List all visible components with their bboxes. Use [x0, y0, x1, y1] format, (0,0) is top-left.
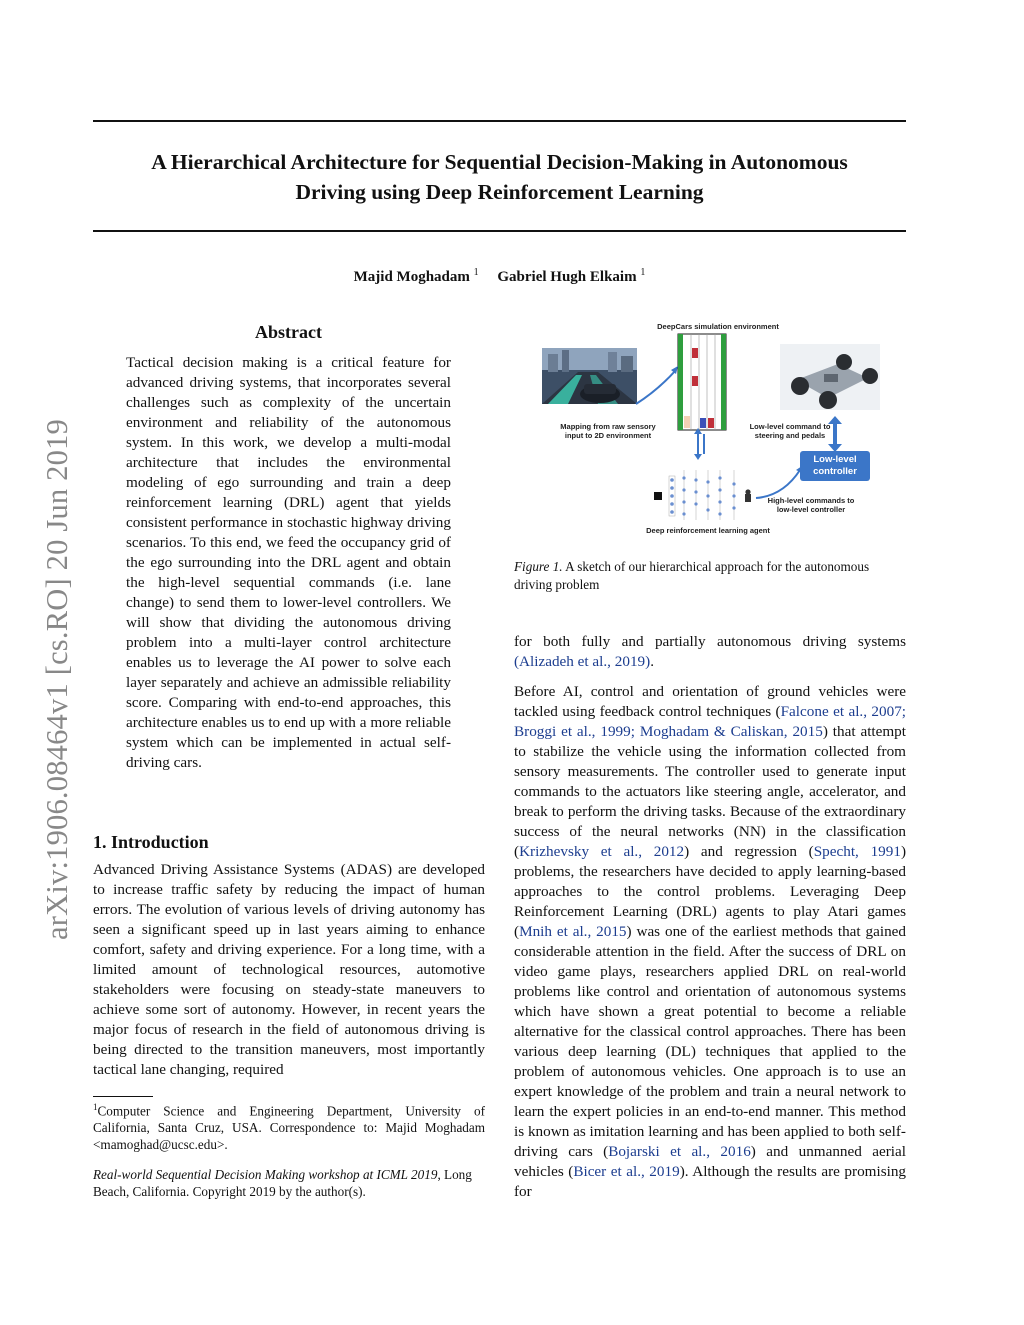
author-list: [93, 267, 906, 286]
arrow-sensor-to-grid: [636, 370, 676, 404]
caption-text: A sketch of our hierarchical approach for the autonomous driving problem: [514, 559, 870, 592]
right-paragraph-2: [514, 682, 906, 1202]
footnote-text: Computer Science and Engineering Department, University of California, Santa Cruz, USA. Correspondence to: Majid Moghadam <mamoghad@ucsc.edu>.: [93, 1103, 485, 1153]
body-text: ). Although the results are promising for: [514, 1163, 907, 1200]
citation-link[interactable]: Falcone et al., 2007; Broggi et al., 1999; Moghadam & Caliskan, 2015: [514, 703, 907, 740]
abstract-text: Tactical decision making is a critical feature for advanced driving systems, that incorporates several challenges such as complexity of the uncertain environment and reliability of the autonomous system. In this work, we develop a multi-modal architecture that includes the environmental modeling of ego surrounding and train a deep reinforcement learning (DRL) agent that yields consistent performance in stochastic highway driving scenarios. To this end, we feed the occupancy grid of the ego surrounding into the DRL agent and obtain the high-level sequential commands (i.e. lane change) to send them to lower-level controllers. We will show that dividing the autonomous driving problem into a multi-layer control architecture enables us to leverage the AI power to solve each layer separately and achieve an admissible reliability score. Comparing with end-to-end approaches, this architecture enables us to end up with a more reliable system which can be implemented in actual self-driving cars.: [126, 354, 451, 771]
body-text: ) that attempt to stabilize the vehicle using the information collected from sensory measurements. The controller used to generate input commands to the actuators like steering angle, accelerator, and break to perform the driving tasks. Because of the extraordinary success of the neural networks (NN) in the classification (: [514, 723, 907, 860]
right-column: [514, 632, 906, 1212]
footnote: [93, 1099, 485, 1153]
caption-label: Figure 1.: [514, 559, 563, 574]
citation-link[interactable]: Mnih et al., 2015: [519, 923, 627, 940]
intro-paragraph: Advanced Driving Assistance Systems (ADAS) are developed to increase traffic safety by reducing the impact of human errors. The evolution of various levels of driving autonomy has seen a significant speed up in last years aiming to enhance comfort, safety and driving experience. For a long time, with a limited amount of technological resources, automotive stakeholders were focusing on steady-state maneuvers to achieve some sort of autonomy. However, in recent years the major focus of research in the field of autonomous driving is being directed to the transition maneuvers, most importantly tactical lane changing, required: [93, 861, 485, 1078]
title-line-2: Driving using Deep Reinforcement Learning: [295, 180, 704, 204]
figure-left-label: Mapping from raw sensory input to 2D environment: [560, 422, 656, 440]
figure-caption: [514, 558, 906, 594]
paper-title: [93, 147, 906, 207]
footnote-mark: 1: [93, 1102, 98, 1112]
neural-network-diagram: [654, 470, 751, 520]
right-paragraph-1: [514, 632, 906, 672]
arrow-agent-to-controller: [756, 470, 800, 498]
title-line-1: A Hierarchical Architecture for Sequential Decision-Making in Autonomous: [151, 150, 848, 174]
body-text: ) and unmanned aerial vehicles (: [514, 1143, 906, 1180]
author-affil: 1: [473, 267, 479, 278]
figure-bottom-label: Deep reinforcement learning agent: [646, 526, 770, 535]
footnote-rule: [93, 1096, 153, 1097]
venue-italic: Real-world Sequential Decision Making workshop at ICML 2019: [93, 1167, 438, 1182]
chassis-photo: [780, 344, 880, 410]
author-name: Gabriel Hugh Elkaim: [497, 269, 637, 285]
low-level-controller-box: Low-level controller: [800, 451, 870, 481]
citation-link[interactable]: Specht, 1991: [813, 843, 901, 860]
body-text: Before AI, control and orientation of ground vehicles were tackled using feedback control techniques (: [514, 683, 906, 720]
figure-cmd-label: High-level commands to low-level controller: [767, 496, 855, 514]
figure-1: [538, 320, 898, 540]
figure-top-label: DeepCars simulation environment: [657, 322, 779, 331]
abstract-heading: Abstract: [255, 322, 322, 342]
body-text: ) and regression (: [684, 843, 814, 860]
highway-photo: [542, 348, 637, 404]
title-bottom-rule: [93, 230, 906, 232]
author-affil: 1: [640, 267, 646, 278]
venue-note: [93, 1166, 485, 1200]
body-text: for both fully and partially autonomous driving systems: [514, 633, 906, 650]
body-text: ) problems, the researchers have decided to apply learning-based approaches to the control problems. Leveraging Deep Reinforcement Learning (DRL) agents to play Atari games (: [514, 843, 907, 940]
body-text: .: [650, 653, 655, 670]
deepcars-grid: [678, 334, 726, 430]
citation-link[interactable]: Krizhevsky et al., 2012: [519, 843, 685, 860]
figure-right-label: Low-level command to steering and pedals: [749, 422, 831, 440]
arxiv-stamp: arXiv:1906.08464v1 [cs.RO] 20 Jun 2019: [40, 419, 74, 940]
venue-rest: , Long Beach, California. Copyright 2019 by the author(s).: [93, 1167, 472, 1199]
title-top-rule: [93, 120, 906, 122]
author-name: Majid Moghadam: [353, 269, 470, 285]
citation-link[interactable]: Bicer et al., 2019: [573, 1163, 680, 1180]
section-heading: 1. Introduction: [93, 832, 209, 852]
citation-link[interactable]: (Alizadeh et al., 2019): [514, 653, 651, 670]
citation-link[interactable]: Bojarski et al., 2016: [608, 1143, 751, 1160]
body-text: ) was one of the earliest methods that gained considerable attention in the field. After the success of DRL on video game plays, researchers applied DRL on real-world problems like control and orientation of autonomous systems which have shown a great potential to become a reliable alternative for the classical control approaches. There has been various deep learning (DL) techniques that applied to the problem of autonomous vehicles. One approach is to use an expert knowledge of the problem and train a neural network to learn the expert policies in an end-to-end manner. This method is known as imitation learning and has been applied to both self-driving cars (: [514, 923, 906, 1160]
